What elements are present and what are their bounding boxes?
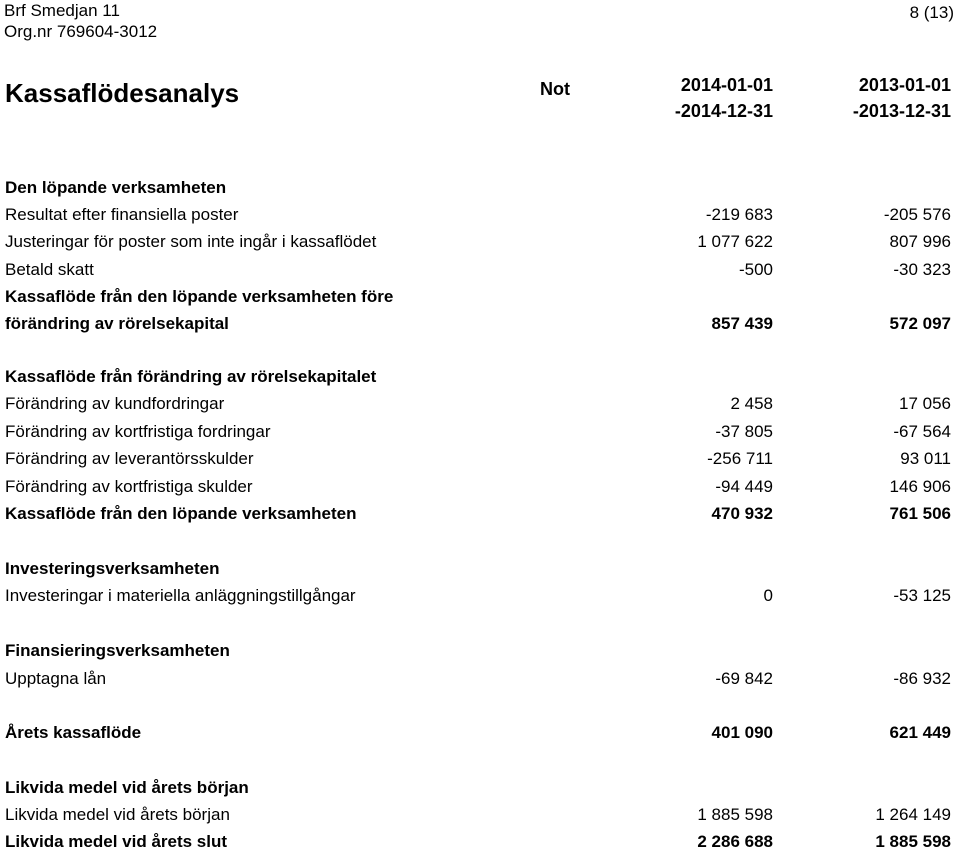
value-2013: 1 885 598 <box>875 832 951 851</box>
row-label: Förändring av kundfordringar <box>5 394 225 413</box>
table-row <box>0 585 959 607</box>
column-header-period-2014-end: -2014-12-31 <box>674 101 773 121</box>
table-row <box>0 448 959 470</box>
table-row <box>0 259 959 281</box>
value-2014: 2 286 688 <box>697 832 773 851</box>
table-row <box>0 831 959 853</box>
value-2014: -69 842 <box>715 669 773 688</box>
table-row <box>0 393 959 415</box>
value-2014: -500 <box>738 260 773 279</box>
row-label: förändring av rörelsekapital <box>5 314 229 333</box>
value-2014: 470 932 <box>711 504 773 523</box>
row-label: Den löpande verksamheten <box>5 178 227 197</box>
column-header-period-2014-start: 2014-01-01 <box>680 75 773 95</box>
value-2013: 572 097 <box>889 314 951 333</box>
value-2014: -256 711 <box>707 449 773 468</box>
page-number: 8 (13) <box>909 3 954 22</box>
table-row <box>0 366 959 388</box>
table-row <box>0 668 959 690</box>
row-label: Årets kassaflöde <box>5 723 142 742</box>
value-2014: 857 439 <box>711 314 773 333</box>
value-2014: 2 458 <box>730 394 773 413</box>
org-number: Org.nr 769604-3012 <box>4 22 158 41</box>
value-2014: 1 885 598 <box>697 805 773 824</box>
table-row <box>0 177 959 199</box>
row-label: Kassaflöde från förändring av rörelsekapitalet <box>5 367 377 386</box>
row-label: Förändring av leverantörsskulder <box>5 449 254 468</box>
table-row <box>0 313 959 335</box>
value-2013: 1 264 149 <box>875 805 951 824</box>
value-2014: 401 090 <box>711 723 773 742</box>
value-2013: 93 011 <box>900 449 951 468</box>
table-row <box>0 558 959 580</box>
table-row <box>0 231 959 253</box>
row-label: Finansieringsverksamheten <box>5 641 230 660</box>
value-2013: 17 056 <box>899 394 951 413</box>
table-row <box>0 204 959 226</box>
row-label: Förändring av kortfristiga fordringar <box>5 422 271 441</box>
value-2014: 0 <box>763 586 773 605</box>
value-2014: -37 805 <box>715 422 773 441</box>
row-label: Resultat efter finansiella poster <box>5 205 239 224</box>
value-2013: 621 449 <box>889 723 951 742</box>
table-row <box>0 476 959 498</box>
row-label: Likvida medel vid årets början <box>5 778 249 797</box>
table-row <box>0 286 959 308</box>
page-title: Kassaflödesanalys <box>5 78 240 108</box>
row-label: Justeringar för poster som inte ingår i kassaflödet <box>5 232 377 251</box>
value-2013: 146 906 <box>889 477 951 496</box>
value-2013: -67 564 <box>893 422 951 441</box>
value-2014: -94 449 <box>715 477 773 496</box>
row-label: Investeringar i materiella anläggningstillgångar <box>5 586 356 605</box>
value-2013: -86 932 <box>893 669 951 688</box>
org-name: Brf Smedjan 11 <box>4 1 120 20</box>
value-2014: 1 077 622 <box>697 232 773 251</box>
value-2013: -53 125 <box>893 586 951 605</box>
value-2014: -219 683 <box>705 205 773 224</box>
table-row <box>0 421 959 443</box>
table-row <box>0 777 959 799</box>
row-label: Likvida medel vid årets början <box>5 805 230 824</box>
row-label: Investeringsverksamheten <box>5 559 220 578</box>
table-row <box>0 722 959 744</box>
row-label: Likvida medel vid årets slut <box>5 832 228 851</box>
column-header-period-2013-end: -2013-12-31 <box>852 101 951 121</box>
row-label: Kassaflöde från den löpande verksamheten <box>5 504 357 523</box>
table-row <box>0 640 959 662</box>
row-label: Betald skatt <box>5 260 94 279</box>
value-2013: -30 323 <box>893 260 951 279</box>
value-2013: 807 996 <box>889 232 951 251</box>
row-label: Upptagna lån <box>5 669 107 688</box>
table-row <box>0 503 959 525</box>
table-row <box>0 804 959 826</box>
value-2013: 761 506 <box>889 504 951 523</box>
value-2013: -205 576 <box>883 205 951 224</box>
column-header-period-2013-start: 2013-01-01 <box>858 75 951 95</box>
column-header-not: Not <box>540 79 570 99</box>
row-label: Förändring av kortfristiga skulder <box>5 477 253 496</box>
row-label: Kassaflöde från den löpande verksamheten före <box>5 287 394 306</box>
